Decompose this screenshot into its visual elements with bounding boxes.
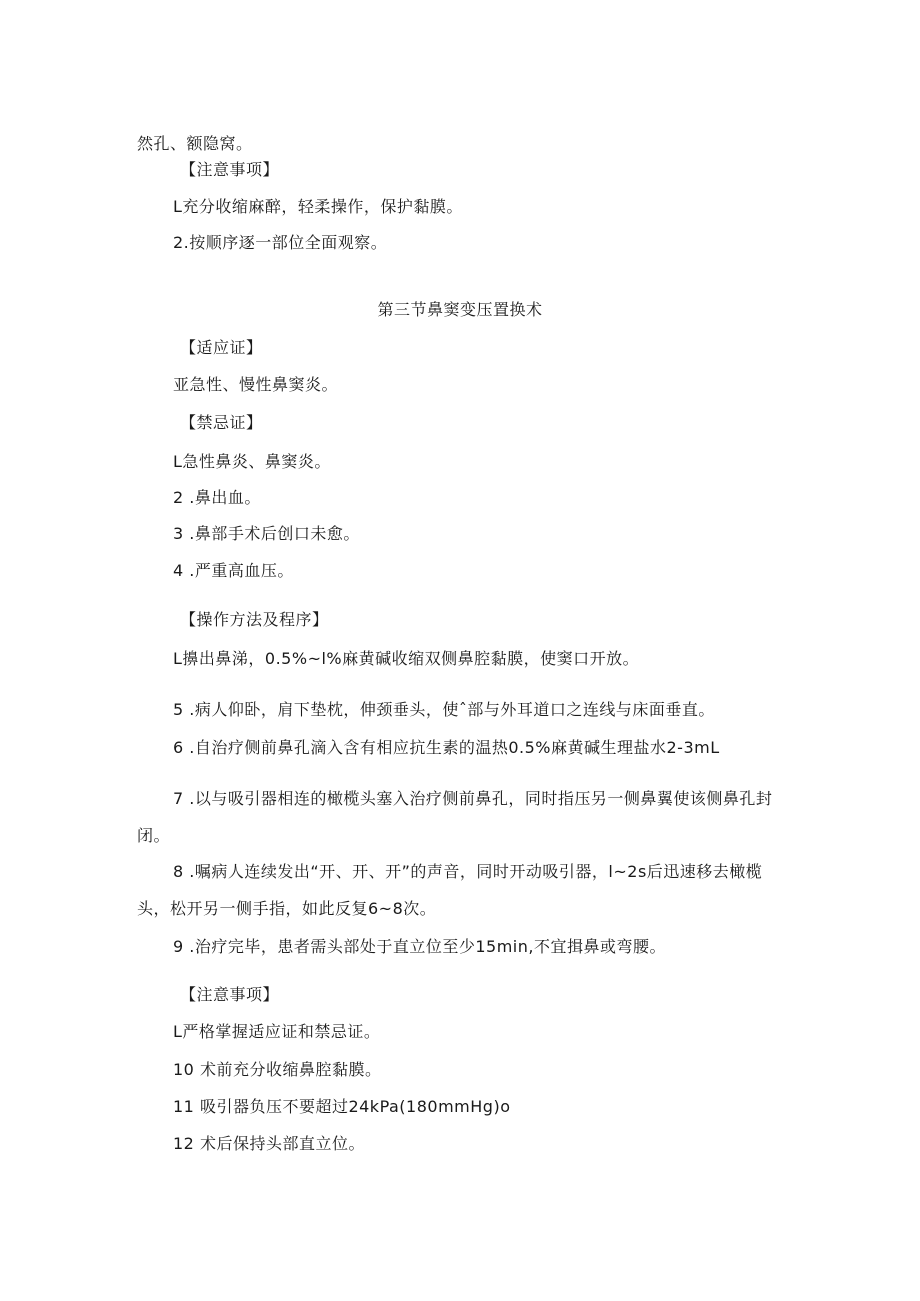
list-item: 2.按顺序逐一部位全面观察。 [173,233,388,252]
list-item-paragraph: 7 .以与吸引器相连的橄榄头塞入治疗侧前鼻孔，同时指压另一侧鼻翼使该侧鼻孔封闭。 [137,789,773,845]
text-line: 亚急性、慢性鼻窦炎。 [173,375,339,394]
list-item: L急性鼻炎、鼻窦炎。 [173,452,331,471]
list-item: 5 .病人仰卧，肩下垫枕，伸颈垂头，使ˆ部与外耳道口之连线与床面垂直。 [173,700,715,719]
list-item: 4 .严重高血压。 [173,561,294,580]
list-item: 9 .治疗完毕，患者需头部处于直立位至少15min,不宜揖鼻或弯腰。 [173,937,666,956]
section-label-notes: 【注意事项】 [180,985,280,1004]
section-label-notes: 【注意事项】 [180,160,280,179]
list-item: L擤出鼻涕，0.5%~l%麻黄碱收缩双侧鼻腔黏膜，使窦口开放。 [173,649,640,668]
list-item: L充分收缩麻醉，轻柔操作，保护黏膜。 [173,197,463,216]
section-label-indications: 【适应证】 [180,338,263,357]
list-item: 3 .鼻部手术后创口未愈。 [173,524,360,543]
list-item: 10 术前充分收缩鼻腔黏膜。 [173,1060,382,1079]
section-title: 第三节鼻窦变压置换术 [377,300,543,319]
list-item: 6 .自治疗侧前鼻孔滴入含有相应抗生素的温热0.5%麻黄碱生理盐水2-3mL [173,738,720,757]
list-item: L严格掌握适应证和禁忌证。 [173,1022,381,1041]
section-label-procedure: 【操作方法及程序】 [180,610,329,629]
list-item: 11 吸引器负压不要超过24kPa(180mmHg)o [173,1097,511,1116]
list-item: 2 .鼻出血。 [173,488,261,507]
list-item-paragraph: 8 .嘱病人连续发出“开、开、开”的声音，同时开动吸引器，l~2s后迅速移去橄榄头，松开另一侧手指，如此反复6~8次。 [137,862,763,918]
text-line: 然孔、额隐窝。 [137,134,253,153]
section-label-contraindications: 【禁忌证】 [180,413,263,432]
list-item: 12 术后保持头部直立位。 [173,1134,365,1153]
